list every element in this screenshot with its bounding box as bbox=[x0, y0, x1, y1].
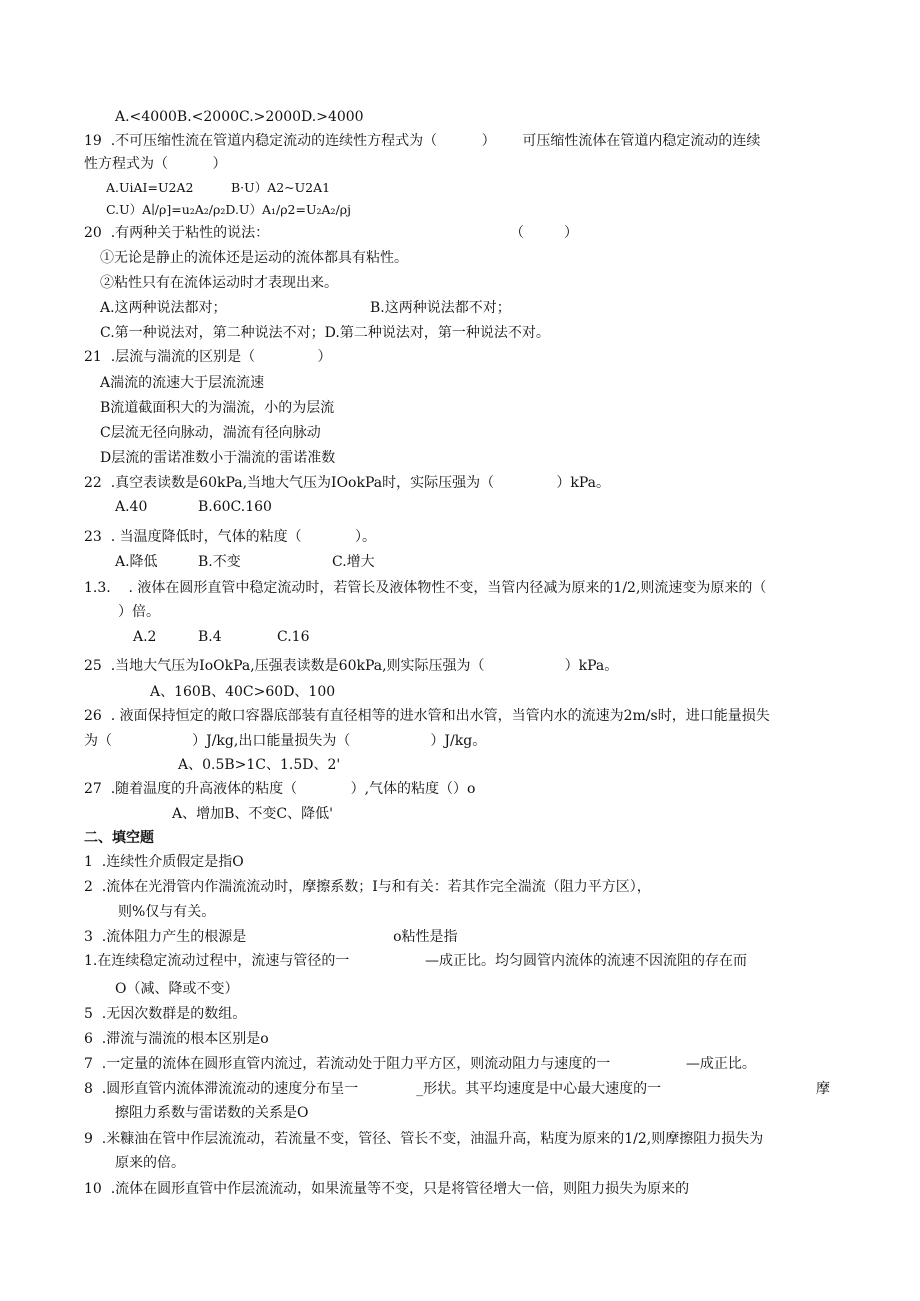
fill-8-cont: 擦阻力系数与雷诺数的关系是O bbox=[115, 1105, 309, 1121]
q26-options: A、0.5B>1C、1.5D、2' bbox=[178, 757, 341, 773]
q18-options: A.<4000B.<2000C.>2000D.>4000 bbox=[115, 109, 364, 125]
q19-question-cont: 性方程式为（ ） bbox=[84, 156, 227, 172]
q20-answer-paren: （ ） bbox=[510, 225, 579, 241]
fill-1: 1 .连续性介质假定是指O bbox=[84, 854, 244, 870]
q24-option-b: B.4 bbox=[198, 629, 222, 645]
q21-option-a: A湍流的流速大于层流流速 bbox=[100, 375, 265, 391]
q20-question: 20 .有两种关于粘性的说法： bbox=[84, 225, 270, 241]
fill-4-cont: O（减、降或不变） bbox=[115, 981, 239, 997]
q24-question: 1.3. . 液体在圆形直管中稳定流动时，若管长及液体物性不变，当管内径减为原来的1/2,则流速变为原来的（ bbox=[84, 580, 767, 596]
q25-options: A、160B、40C>60D、100 bbox=[150, 684, 336, 700]
fill-5: 5 .无因次数群是的数组。 bbox=[84, 1006, 247, 1022]
q20-option-b: B.这两种说法都不对； bbox=[370, 300, 511, 316]
fill-2: 2 .流体在光滑管内作湍流流动时，摩擦系数；I与和有关：若其作完全湍流（阻力平方区）， bbox=[84, 879, 651, 895]
q26-question-cont: 为（ ）J/kg,出口能量损失为（ ）J/kg。 bbox=[84, 733, 487, 749]
q20-option-cd: C.第一种说法对，第二种说法不对；D.第二种说法对，第一种说法不对。 bbox=[100, 325, 550, 341]
q22-option-a: A.40 bbox=[115, 499, 148, 515]
q23-option-a: A.降低 bbox=[115, 554, 158, 570]
fill-9-cont: 原来的倍。 bbox=[115, 1155, 185, 1171]
fill-6: 6 .滞流与湍流的根本区别是o bbox=[84, 1031, 269, 1047]
q19-option-b: B·U）A2~U2A1 bbox=[231, 180, 331, 195]
q26-question: 26 . 液面保持恒定的敞口容器底部装有直径相等的进水管和出水管，当管内水的流速为2m/s时，进口能量损失 bbox=[84, 708, 770, 724]
q20-statement-2: ②粘性只有在流体运动时才表现出来。 bbox=[100, 275, 338, 291]
fill-4: 1.在连续稳定流动过程中，流速与管径的一 —成正比。均匀圆管内流体的流速不因流阻的存在而 bbox=[84, 953, 748, 969]
q22-option-bc: B.60C.160 bbox=[198, 499, 272, 515]
fill-10: 10 .流体在圆形直管中作层流流动，如果流量等不变，只是将管径增大一倍，则阻力损失为原来的 bbox=[84, 1181, 690, 1197]
q27-question: 27 .随着温度的升高液体的粘度（ ）,气体的粘度（）o bbox=[84, 781, 476, 797]
q21-question: 21 .层流与湍流的区别是（ ） bbox=[84, 349, 332, 365]
q20-option-a: A.这两种说法都对； bbox=[100, 300, 227, 316]
q22-question: 22 .真空表读数是60kPa,当地大气压为IOokPa时，实际压强为（ ）kPa。 bbox=[84, 475, 611, 491]
section-title-fill-in: 二、填空题 bbox=[84, 830, 154, 846]
q21-option-b: B流道截面积大的为湍流，小的为层流 bbox=[100, 400, 335, 416]
q21-option-d: D层流的雷诺准数小于湍流的雷诺准数 bbox=[100, 450, 336, 466]
q23-option-c: C.增大 bbox=[332, 554, 375, 570]
fill-7: 7 .一定量的流体在圆形直管内流过，若流动处于阻力平方区，则流动阻力与速度的一 —成正比。 bbox=[84, 1056, 756, 1072]
q23-question: 23 . 当温度降低时，气体的粘度（ ）。 bbox=[84, 529, 377, 545]
fill-8: 8 .圆形直管内流体滞流流动的速度分布呈一 _形状。其平均速度是中心最大速度的一 bbox=[84, 1081, 662, 1097]
q20-statement-1: ①无论是静止的流体还是运动的流体都具有粘性。 bbox=[100, 250, 408, 266]
q19-question: 19 .不可压缩性流在管道内稳定流动的连续性方程式为（ ） 可压缩性流体在管道内稳定流动的连续 bbox=[84, 133, 761, 149]
q19-option-a: A.UiAI=U2A2 bbox=[106, 180, 194, 195]
q24-option-a: A.2 bbox=[133, 629, 157, 645]
q24-option-c: C.16 bbox=[277, 629, 310, 645]
fill-2-cont: 则%仅与有关。 bbox=[118, 904, 216, 920]
fill-8-tail: 摩 bbox=[816, 1081, 830, 1097]
q23-option-b: B.不变 bbox=[198, 554, 241, 570]
q19-option-cd: C.U）A∣/ρ]=u₂A₂/ρ₂D.U）A₁/ρ2=U₂A₂/ρj bbox=[106, 202, 352, 217]
q27-options: A、增加B、不变C、降低' bbox=[172, 806, 333, 822]
fill-3: 3 .流体阻力产生的根源是 o粘性是指 bbox=[84, 929, 458, 945]
fill-9: 9 .米糠油在管中作层流流动，若流量不变，管径、管长不变，油温升高，粘度为原来的1/2,则摩擦阻力损失为 bbox=[84, 1131, 764, 1147]
q25-question: 25 .当地大气压为IoOkPa,压强表读数是60kPa,则实际压强为（ ）kPa。 bbox=[84, 658, 619, 674]
q21-option-c: C层流无径向脉动，湍流有径向脉动 bbox=[100, 425, 321, 441]
q24-question-cont: ）倍。 bbox=[118, 604, 160, 620]
